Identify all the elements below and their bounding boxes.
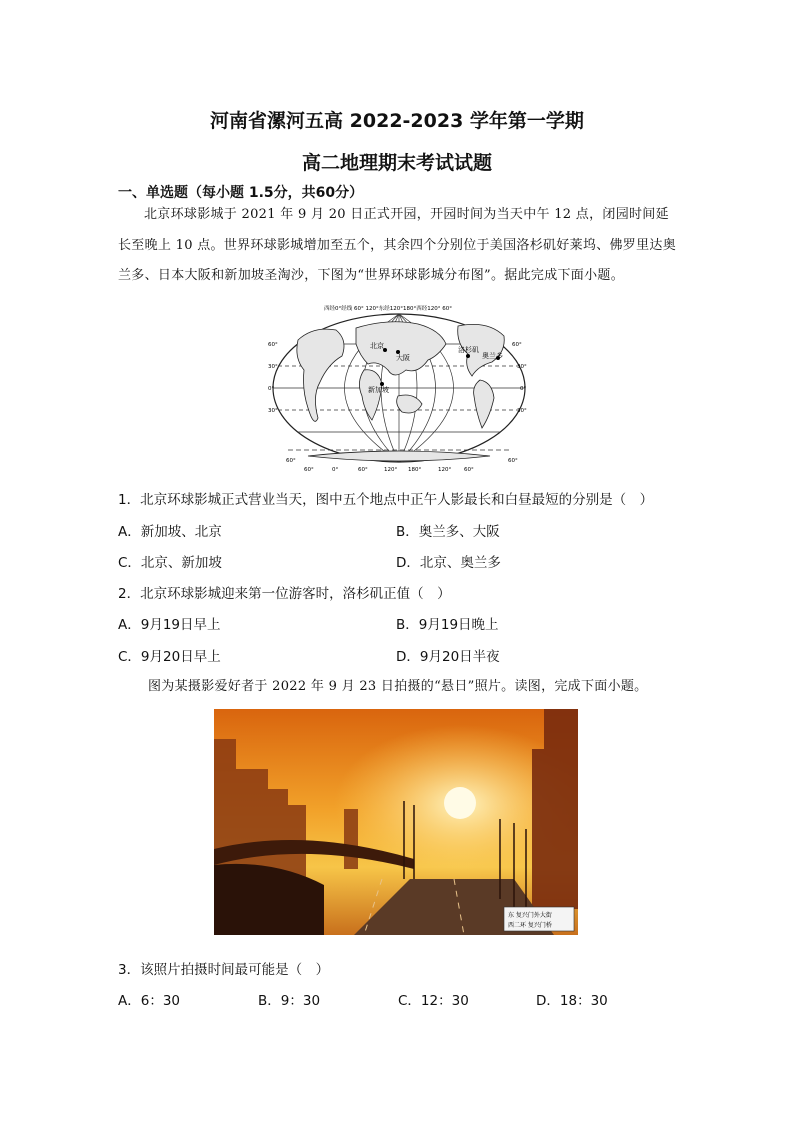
place-label: 大阪 xyxy=(396,354,410,362)
question-2-option-b[interactable]: B．9月19日晚上 xyxy=(396,617,499,633)
question-3-option-d[interactable]: D．18：30 xyxy=(536,993,608,1009)
lat-label: 60° xyxy=(512,342,522,348)
lat-label: 30° xyxy=(517,408,527,414)
lon-label: 0° xyxy=(332,467,339,472)
question-1-option-d[interactable]: D．北京、奥兰多 xyxy=(396,555,501,571)
document-subtitle: 高二地理期末考试试题 xyxy=(301,152,492,174)
lon-label: 60° xyxy=(358,467,368,472)
passage-sunset-photo: 图为某摄影爱好者于 2022 年 9 月 23 日拍摄的“悬日”照片。读图，完成下面小题。 xyxy=(148,679,648,694)
sunset-photo-svg xyxy=(214,709,578,935)
map-top-labels: 西经0°经线 60° 120°东经120°180°西经120° 60° xyxy=(324,306,452,312)
lat-label: 30° xyxy=(268,364,278,370)
lat-label: 60° xyxy=(508,458,518,464)
question-2-stem: 2．北京环球影城迎来第一位游客时，洛杉矶正值（ ） xyxy=(118,586,451,602)
question-1-option-b[interactable]: B．奥兰多、大阪 xyxy=(396,524,500,540)
lat-label: 60° xyxy=(286,458,296,464)
lat-label: 30° xyxy=(517,364,527,370)
passage-universal-studios: 北京环球影城于 2021 年 9 月 20 日正式开园，开园时间为当天中午 12 点，闭园时间延长至晚上 10 点。世界环球影城增加至五个，其余四个分别位于美国洛杉矶好莱坞、佛罗里达奥兰多、日本大阪和新加坡圣淘沙，下图为“世界环球影城分布图”。据此完成下面小题。 xyxy=(118,207,677,283)
lon-label: 60° xyxy=(464,467,474,472)
sun-icon xyxy=(444,787,476,819)
question-2-option-a[interactable]: A．9月19日早上 xyxy=(118,617,221,633)
lon-label: 120° xyxy=(438,467,452,472)
lon-label: 180° xyxy=(408,467,422,472)
question-3-option-a[interactable]: A．6：30 xyxy=(118,993,181,1009)
question-1-option-c[interactable]: C．北京、新加坡 xyxy=(118,555,222,571)
lat-label: 30° xyxy=(268,408,278,414)
lon-label: 120° xyxy=(384,467,398,472)
question-1-stem: 1．北京环球影城正式营业当天，图中五个地点中正午人影最长和白昼最短的分别是（ ） xyxy=(118,492,654,508)
question-3-stem: 3．该照片拍摄时间最可能是（ ） xyxy=(118,962,330,978)
question-2-option-c[interactable]: C．9月20日早上 xyxy=(118,649,221,665)
world-universal-studios-map xyxy=(268,300,530,472)
question-3-option-c[interactable]: C．12：30 xyxy=(398,993,469,1009)
place-label: 奥兰多 xyxy=(482,352,503,360)
place-label: 北京 xyxy=(370,342,384,350)
question-1-option-a[interactable]: A．新加坡、北京 xyxy=(118,524,222,540)
section-heading: 一、单选题（每小题 1.5分，共60分） xyxy=(118,185,364,201)
map-svg xyxy=(268,300,530,472)
lat-label: 0° xyxy=(268,386,275,392)
road-sign-line-1: 东 复兴门外大街 xyxy=(508,912,552,919)
question-2-option-d[interactable]: D．9月20日半夜 xyxy=(396,649,500,665)
place-label: 新加坡 xyxy=(368,386,389,394)
road-sign-line-2: 西二环 复兴门桥 xyxy=(508,922,552,929)
question-3-option-b[interactable]: B．9：30 xyxy=(258,993,321,1009)
document-title: 河南省漯河五高 2022-2023 学年第一学期 xyxy=(210,110,584,132)
sunset-photo xyxy=(214,709,578,935)
lat-label: 0° xyxy=(520,386,527,392)
lon-label: 60° xyxy=(304,467,314,472)
place-label: 洛杉矶 xyxy=(458,346,479,354)
los-angeles-marker xyxy=(466,354,470,358)
lat-label: 60° xyxy=(268,342,278,348)
